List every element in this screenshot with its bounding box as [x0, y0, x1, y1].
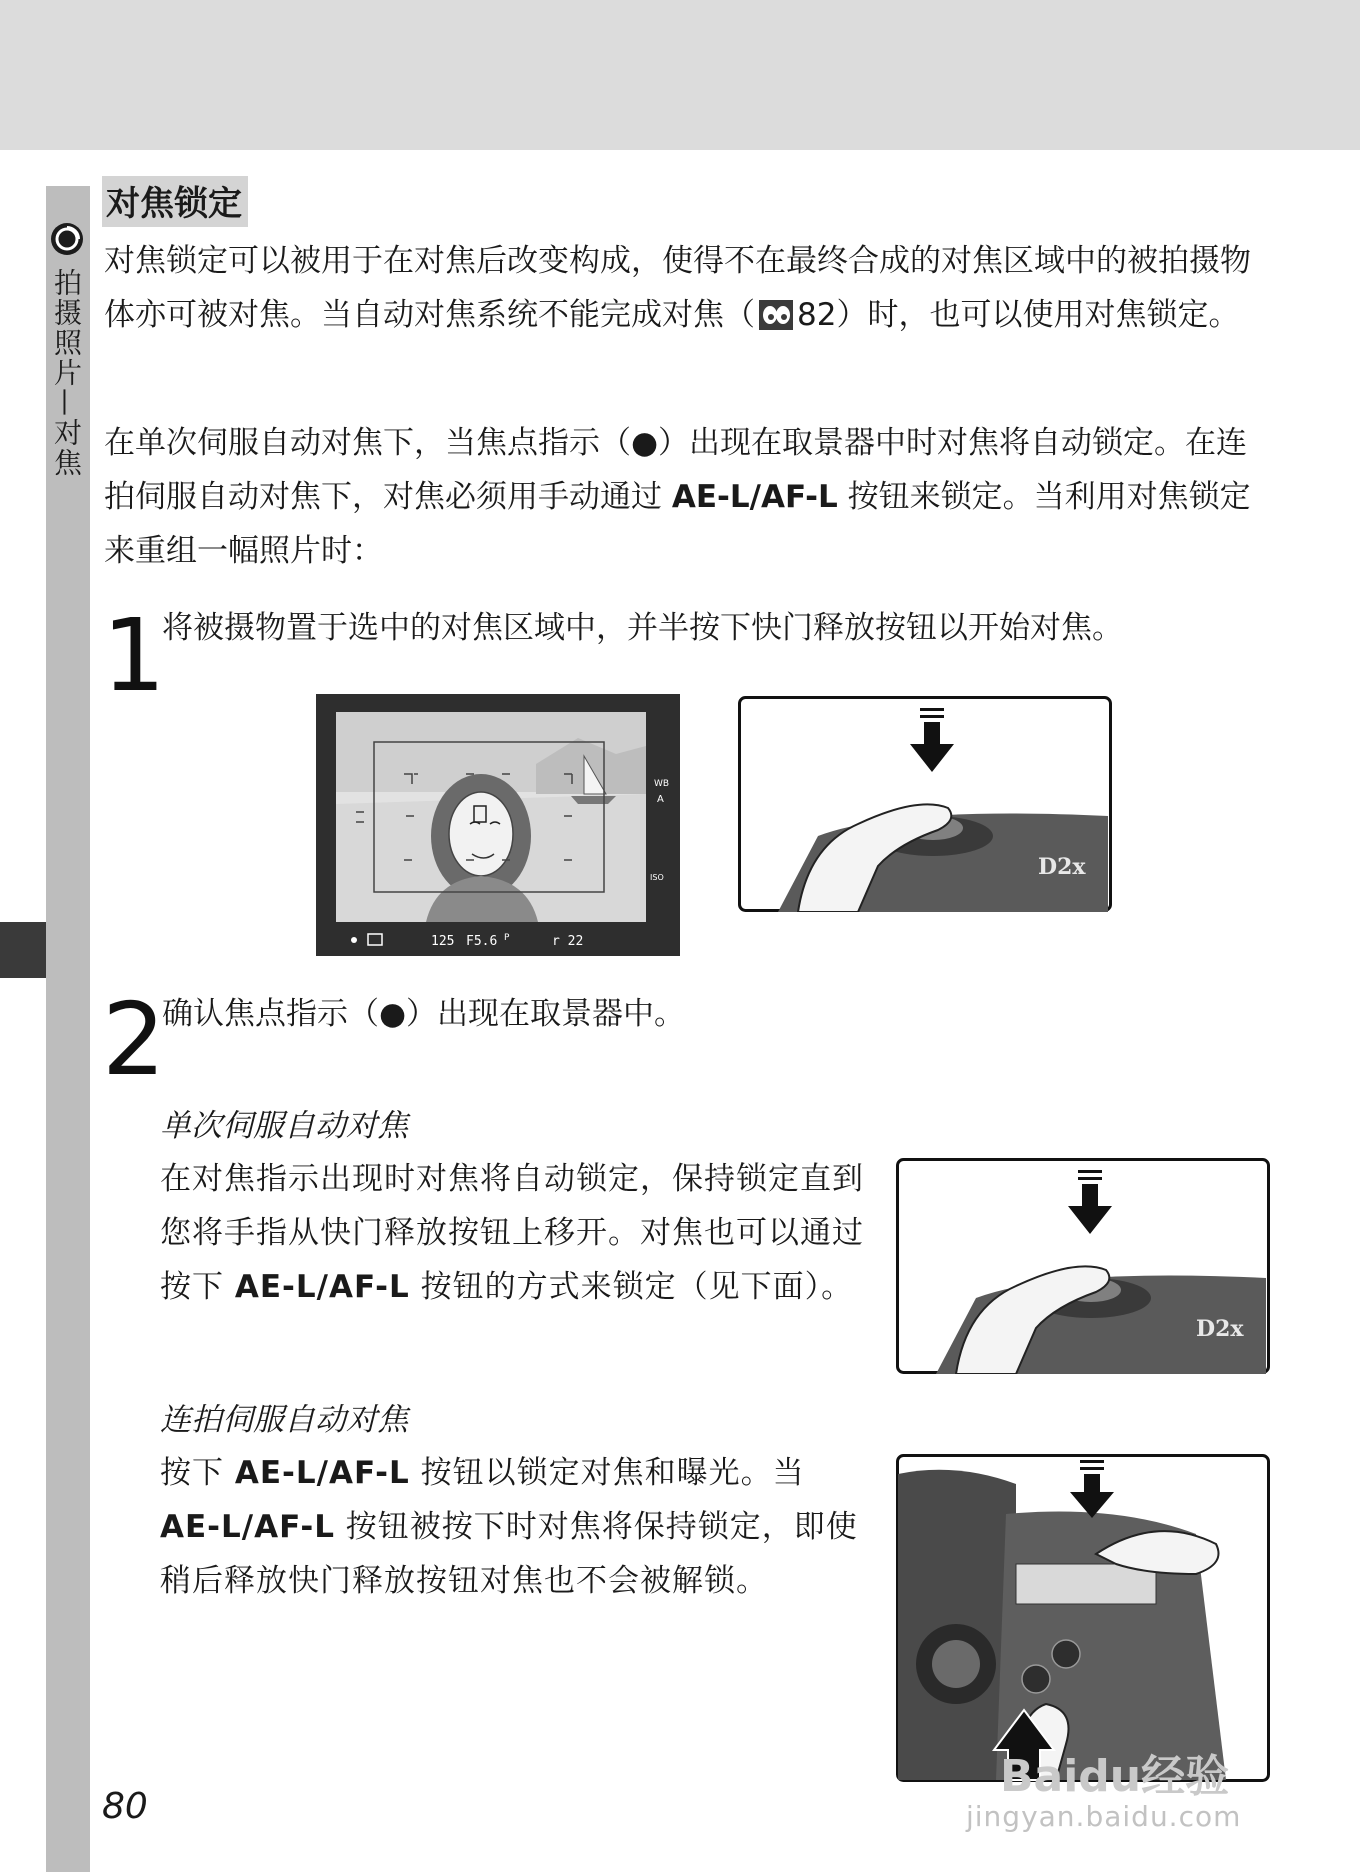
step-2-text: 确认焦点指示（●）出现在取景器中。: [162, 996, 686, 1032]
chapter-tab-marker: [0, 922, 46, 978]
single-servo-heading: 单次伺服自动对焦: [160, 1108, 408, 1144]
intro-paragraph-2: 在单次伺服自动对焦下，当焦点指示（●）出现在取景器中时对焦将自动锁定。在连拍伺服自动对焦下，对焦必须用手动通过 AE-L/AF-L 按钮来锁定。当利用对焦锁定来重组一幅照片时：: [104, 425, 1251, 569]
shutter-half-press-illustration: [738, 696, 1112, 912]
viewfinder-mode: P: [504, 933, 510, 943]
viewfinder-aperture: F5.6: [466, 934, 498, 949]
page-reference-icon: [759, 300, 793, 330]
page-number: 80: [102, 1786, 148, 1827]
single-servo-illustration: [896, 1158, 1270, 1374]
chapter-label: 拍摄照片—对焦: [50, 268, 83, 478]
header-band: [0, 0, 1360, 150]
wb-label: WB: [654, 779, 670, 789]
step-2-number: 2: [102, 981, 166, 1098]
camera-model: D2x: [1038, 854, 1086, 880]
iso-label: ISO: [650, 873, 664, 882]
continuous-servo-heading: 连拍伺服自动对焦: [160, 1402, 408, 1438]
step-1-text: 将被摄物置于选中的对焦区域中，并半按下快门释放按钮以开始对焦。: [162, 610, 1123, 646]
wb-value: A: [657, 794, 664, 805]
intro-paragraph-1: 对焦锁定可以被用于在对焦后改变构成，使得不在最终合成的对焦区域中的被拍摄物体亦可被对焦。当自动对焦系统不能完成对焦（ 82）时，也可以使用对焦锁定。: [104, 243, 1251, 333]
viewfinder-illustration: [316, 694, 680, 956]
focus-indicator-dot: [351, 937, 357, 943]
ae-af-lock-term: AE-L/AF-L: [671, 479, 838, 515]
page-reference[interactable]: 82: [797, 297, 837, 333]
step-1-number: 1: [102, 597, 166, 714]
continuous-servo-body: 按下 AE-L/AF-L 按钮以锁定对焦和曝光。当 AE-L/AF-L 按钮被按下时对焦将保持锁定，即使稍后释放快门释放按钮对焦也不会被解锁。: [160, 1455, 858, 1599]
focus-mode-icon: [50, 222, 84, 256]
watermark-brand: Baidu经验: [1000, 1751, 1230, 1802]
ae-af-lock-illustration: [896, 1454, 1270, 1782]
viewfinder-frames: r 22: [552, 934, 584, 949]
camera-model-2: D2x: [1196, 1316, 1244, 1342]
single-servo-body: 在对焦指示出现时对焦将自动锁定，保持锁定直到您将手指从快门释放按钮上移开。对焦也可以通过按下 AE-L/AF-L 按钮的方式来锁定（见下面）。: [160, 1161, 864, 1305]
section-title: 对焦锁定: [102, 176, 248, 227]
viewfinder-shutter: 125: [431, 934, 455, 949]
watermark-url: jingyan.baidu.com: [966, 1800, 1242, 1833]
